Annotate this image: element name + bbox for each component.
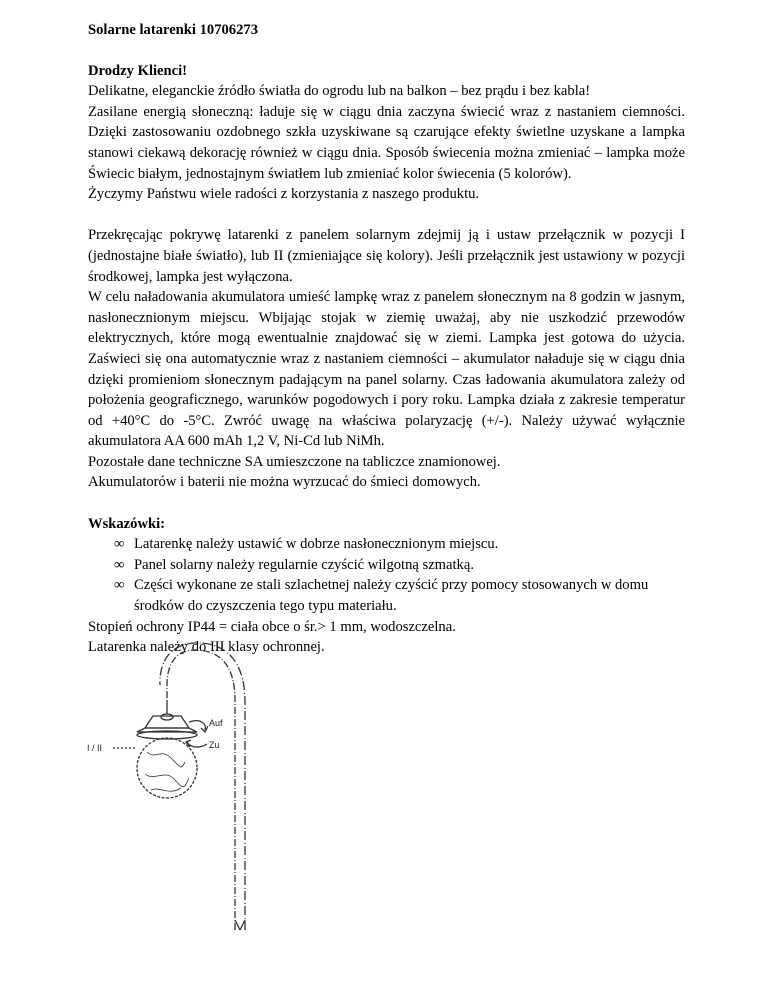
open-label: Auf: [209, 718, 223, 728]
intro-paragraph-1: Delikatne, eleganckie źródło światła do ogrodu lub na balkon – bez prądu i bez kabla!: [88, 83, 591, 100]
intro-paragraph-2: Zasilane energią słoneczną: ładuje się w ciągu dnia zaczyna świecić wraz z nastaniem ciemności. Dzięki zastosowaniu ozdobnego szkła uzyskiwane są czarujące efekty świetlne uzyskane a lampka stanowi ciekawą dekorację również w ciągu dnia. Sposób świecenia można zmieniać – lampka może Świecic białym, jednostajnym światłem lub zmieniać kolor świecenia (5 kolorów).: [88, 103, 685, 182]
bullet-icon: ∞: [114, 556, 125, 573]
tip-text: Panel solarny należy regularnie czyścić wilgotną szmatką.: [134, 556, 474, 573]
lantern-illustration: [85, 640, 275, 930]
document-title: Solarne latarenki 10706273: [88, 22, 258, 38]
close-label: Zu: [209, 740, 220, 750]
tips-heading: Wskazówki:: [88, 515, 166, 532]
instruction-paragraph-4: Akumulatorów i baterii nie można wyrzucać do śmieci domowych.: [88, 474, 481, 491]
document-body: [88, 20, 685, 658]
greeting: Drodzy Klienci!: [88, 62, 188, 79]
bullet-icon: ∞: [114, 536, 125, 553]
bullet-icon: ∞: [114, 577, 125, 594]
protection-rating: Stopień ochrony IP44 = ciała obce o śr.> 1 mm, wodoszczelna.: [88, 618, 456, 635]
intro-paragraph-3: Życzymy Państwu wiele radości z korzystania z naszego produktu.: [88, 186, 480, 203]
list-item: [88, 534, 685, 555]
protection-class: Latarenka należy do III klasy ochronnej.: [88, 639, 325, 656]
tip-text: Latarenkę należy ustawić w dobrze nasłonecznionym miejscu.: [134, 536, 499, 553]
tip-text: Części wykonane ze stali szlachetnej należy czyścić przy pomocy stosowanych w domu środków do czyszczenia tego typu materiału.: [134, 577, 649, 615]
list-item: [88, 555, 685, 576]
list-item: [88, 575, 685, 616]
instruction-paragraph-1: Przekręcając pokrywę latarenki z panelem solarnym zdejmij ją i ustaw przełącznik w pozycji I (jednostajne białe światło), lub II (zmieniające się kolory). Jeśli przełącznik jest ustawiony w pozycji środkowej, lampka jest wyłączona.: [88, 227, 685, 285]
tips-list: [88, 534, 685, 616]
instruction-paragraph-2: W celu naładowania akumulatora umieść lampkę wraz z panelem słonecznym na 8 godzin w jasnym, nasłonecznionym miejscu. Wbijając stojak w ziemię uważaj, aby nie uszkodzić przewodów elektrycznych, które mogą ewentualnie znajdować się w ziemi. Lampka jest gotowa do użycia. Zaświeci się ona automatycznie wraz z nastaniem ciemności – akumulator naładuje się w ciągu dnia dzięki promieniom słonecznym padającym na panel solarny. Czas ładowania akumulatora zależy od położenia geograficznego, warunków pogodowych i pory roku. Lampka działa z zakresie temperatur od +40°C do -5°C. Zwróć uwagę na właściwa polaryzację (+/-). Należy używać wyłącznie akumulatora AA 600 mAh 1,2 V, Ni-Cd lub NiMh.: [88, 289, 685, 450]
lantern-drawing: [85, 640, 275, 930]
instruction-paragraph-3: Pozostałe dane techniczne SA umieszczone na tabliczce znamionowej.: [88, 453, 501, 470]
switch-position-label: I / II: [87, 743, 103, 753]
